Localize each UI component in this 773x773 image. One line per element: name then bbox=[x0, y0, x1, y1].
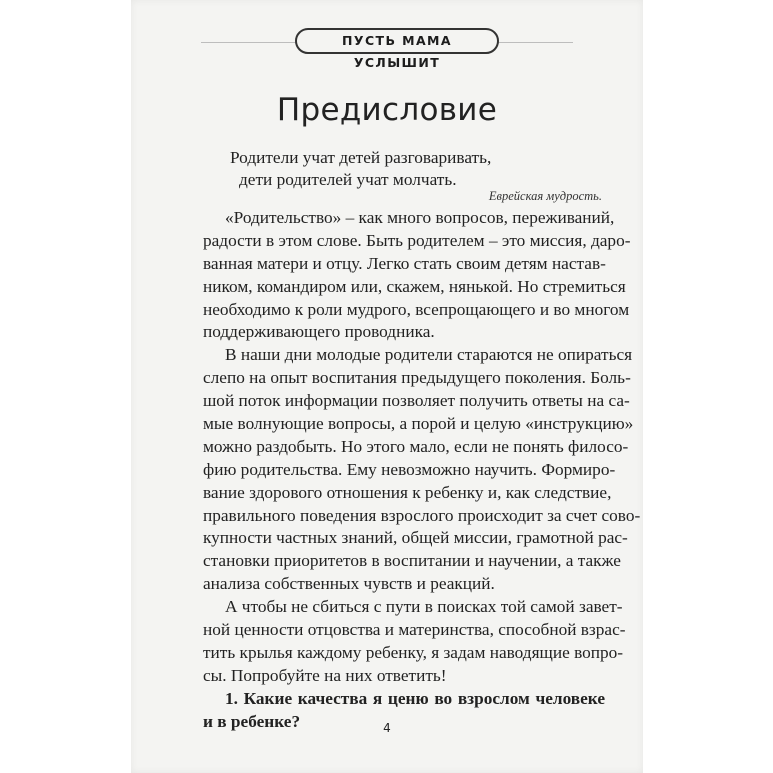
chapter-title: Предисловие bbox=[276, 92, 498, 128]
text-line: вание здорового отношения к ребенку и, как следствие, bbox=[203, 482, 612, 502]
text-line: можно раздобыть. Но этого мало, если не понять филосо- bbox=[203, 436, 629, 456]
epigraph-line: дети родителей учат молчать. bbox=[239, 170, 457, 189]
running-title: ПУСТЬ МАМА УСЛЫШИТ bbox=[295, 28, 499, 54]
page-number: 4 bbox=[383, 721, 391, 735]
text-line: радости в этом слове. Быть родителем – это миссия, даро- bbox=[203, 230, 631, 250]
book-page bbox=[131, 0, 643, 773]
text-line: правильного поведения взрослого происходит за счет сово- bbox=[203, 505, 641, 525]
epigraph-source: Еврейская мудрость. bbox=[488, 189, 602, 203]
text-line: ником, командиром или, скажем, нянькой. Но стремиться bbox=[203, 276, 626, 296]
text-line: А чтобы не сбиться с пути в поисках той самой завет- bbox=[225, 597, 623, 617]
question-line: 1. Какие качества я ценю во взрослом человеке bbox=[225, 688, 605, 708]
text-line: фию родительства. Ему невозможно научить. Формиро- bbox=[203, 459, 616, 479]
text-line: В наши дни молодые родители стараются не опираться bbox=[225, 345, 633, 365]
text-line: необходимо к роли мудрого, всепрощающего и во многом bbox=[203, 299, 630, 319]
text-line: становки приоритетов в воспитании и научении, а также bbox=[203, 551, 621, 571]
question-line: и в ребенке? bbox=[203, 711, 301, 731]
text-line: шой поток информации позволяет получить ответы на са- bbox=[203, 391, 630, 411]
text-line: анализа собственных чувств и реакций. bbox=[203, 574, 495, 594]
text-line: ной ценности отцовства и материнства, способной взрас- bbox=[203, 620, 626, 640]
text-line: поддерживающего проводника. bbox=[203, 322, 435, 342]
text-line: сы. Попробуйте на них ответить! bbox=[203, 665, 447, 685]
text-line: тить крылья каждому ребенку, я задам наводящие вопро- bbox=[203, 642, 624, 662]
epigraph bbox=[230, 147, 491, 191]
text-line: купности частных знаний, общей миссии, грамотной рас- bbox=[203, 528, 628, 548]
text-line: мые волнующие вопросы, а порой и целую «инструкцию» bbox=[203, 414, 634, 434]
text-line: ванная матери и отцу. Легко стать своим детям настав- bbox=[203, 253, 606, 273]
text-line: «Родительство» – как много вопросов, переживаний, bbox=[225, 208, 615, 227]
text-line: слепо на опыт воспитания предыдущего поколения. Боль- bbox=[203, 368, 631, 388]
epigraph-line: Родители учат детей разговаривать, bbox=[230, 148, 492, 167]
body-text bbox=[203, 207, 641, 733]
